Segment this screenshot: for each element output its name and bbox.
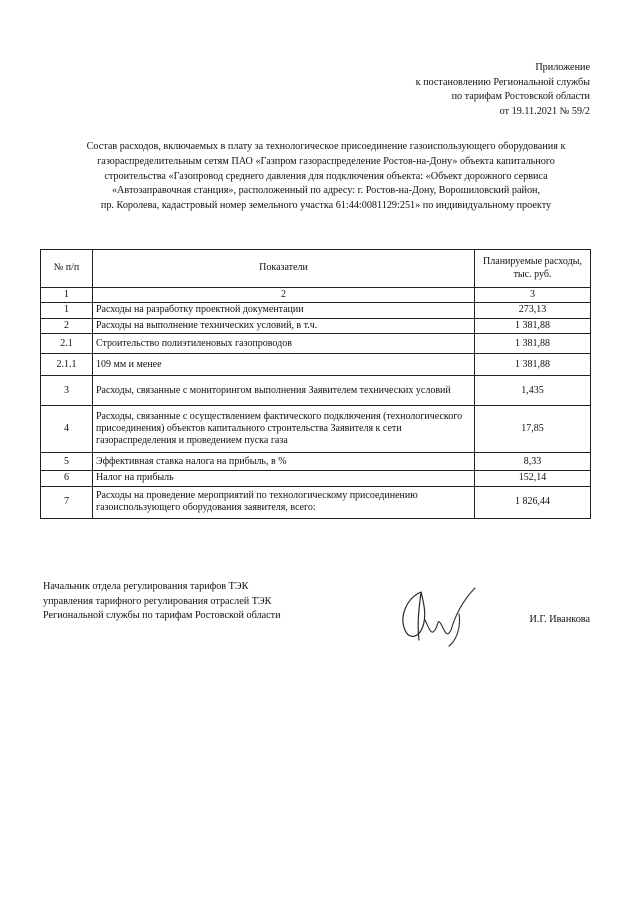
table-row bbox=[41, 303, 591, 318]
signatory-position bbox=[43, 580, 343, 624]
appendix-line: к постановлению Региональной службы bbox=[415, 76, 590, 88]
header-cost: Планируемые расходы, тыс. руб. bbox=[475, 250, 591, 288]
row-value: 273,13 bbox=[475, 303, 591, 318]
row-num: 2.1.1 bbox=[41, 354, 93, 376]
title-line: строительства «Газопровод среднего давления для подключения объекта: «Объект дорожного сервиса bbox=[104, 170, 548, 182]
row-name: Эффективная ставка налога на прибыль, в % bbox=[93, 453, 475, 471]
row-num: 7 bbox=[41, 486, 93, 518]
row-num: 3 bbox=[41, 376, 93, 406]
row-value: 1 381,88 bbox=[475, 334, 591, 354]
appendix-header bbox=[310, 61, 590, 119]
header-num: № п/п bbox=[41, 250, 93, 288]
table-header-row bbox=[41, 250, 591, 288]
table-row bbox=[41, 376, 591, 406]
row-name: 109 мм и менее bbox=[93, 354, 475, 376]
signatory-line: Начальник отдела регулирования тарифов ТЭК bbox=[43, 581, 249, 592]
row-value: 8,33 bbox=[475, 453, 591, 471]
row-name: Расходы, связанные с осуществлением фактического подключения (технологического присоединения) объектов капитального строительства Заявителя к сети газораспределения и проведением пуска газа bbox=[93, 406, 475, 453]
title-line: «Автозаправочная станция», расположенный по адресу: г. Ростов-на-Дону, Ворошиловский район, bbox=[111, 185, 541, 197]
row-value: 17,85 bbox=[475, 406, 591, 453]
signer-name: И.Г. Иванкова bbox=[529, 614, 590, 625]
table-row bbox=[41, 334, 591, 354]
row-name: Налог на прибыль bbox=[93, 471, 475, 486]
row-name: Расходы, связанные с мониторингом выполнения Заявителем технических условий bbox=[93, 376, 475, 406]
row-num: 5 bbox=[41, 453, 93, 471]
handwritten-signature bbox=[395, 580, 485, 650]
costs-table bbox=[40, 249, 591, 519]
table-row bbox=[41, 354, 591, 376]
row-value: 1 381,88 bbox=[475, 354, 591, 376]
row-num: 6 bbox=[41, 471, 93, 486]
row-num: 2.1 bbox=[41, 334, 93, 354]
table-row bbox=[41, 486, 591, 518]
numbering-cell: 3 bbox=[475, 288, 591, 303]
table-row bbox=[41, 406, 591, 453]
row-num: 1 bbox=[41, 303, 93, 318]
document-title bbox=[38, 140, 614, 214]
row-name: Строительство полиэтиленовых газопроводов bbox=[93, 334, 475, 354]
header-indicator: Показатели bbox=[93, 250, 475, 288]
appendix-line: Приложение bbox=[535, 62, 590, 73]
signatory-line: Региональной службы по тарифам Ростовской области bbox=[43, 610, 281, 622]
table-numbering-row bbox=[41, 288, 591, 303]
row-name: Расходы на выполнение технических условий, в т.ч. bbox=[93, 318, 475, 333]
title-line: газораспределительным сетям ПАО «Газпром газораспределение Ростов-на-Дону» объекта капитального bbox=[97, 155, 555, 167]
title-line: Состав расходов, включаемых в плату за технологическое присоединение газоиспользующего оборудования к bbox=[86, 141, 566, 152]
row-name: Расходы на проведение мероприятий по технологическому присоединению газоиспользующего оборудования заявителя, всего: bbox=[93, 486, 475, 518]
table-row bbox=[41, 318, 591, 333]
numbering-cell: 1 bbox=[41, 288, 93, 303]
appendix-line: от 19.11.2021 № 59/2 bbox=[499, 105, 590, 117]
table-row bbox=[41, 471, 591, 486]
row-value: 1 826,44 bbox=[475, 486, 591, 518]
table-row bbox=[41, 453, 591, 471]
title-line: пр. Королева, кадастровый номер земельного участка 61:44:0081129:251» по индивидуальному проекту bbox=[100, 200, 552, 212]
row-value: 1,435 bbox=[475, 376, 591, 406]
numbering-cell: 2 bbox=[93, 288, 475, 303]
row-value: 152,14 bbox=[475, 471, 591, 486]
row-num: 4 bbox=[41, 406, 93, 453]
row-num: 2 bbox=[41, 318, 93, 333]
row-name: Расходы на разработку проектной документации bbox=[93, 303, 475, 318]
signatory-line: управления тарифного регулирования отраслей ТЭК bbox=[43, 595, 272, 607]
row-value: 1 381,88 bbox=[475, 318, 591, 333]
appendix-line: по тарифам Ростовской области bbox=[451, 91, 590, 103]
